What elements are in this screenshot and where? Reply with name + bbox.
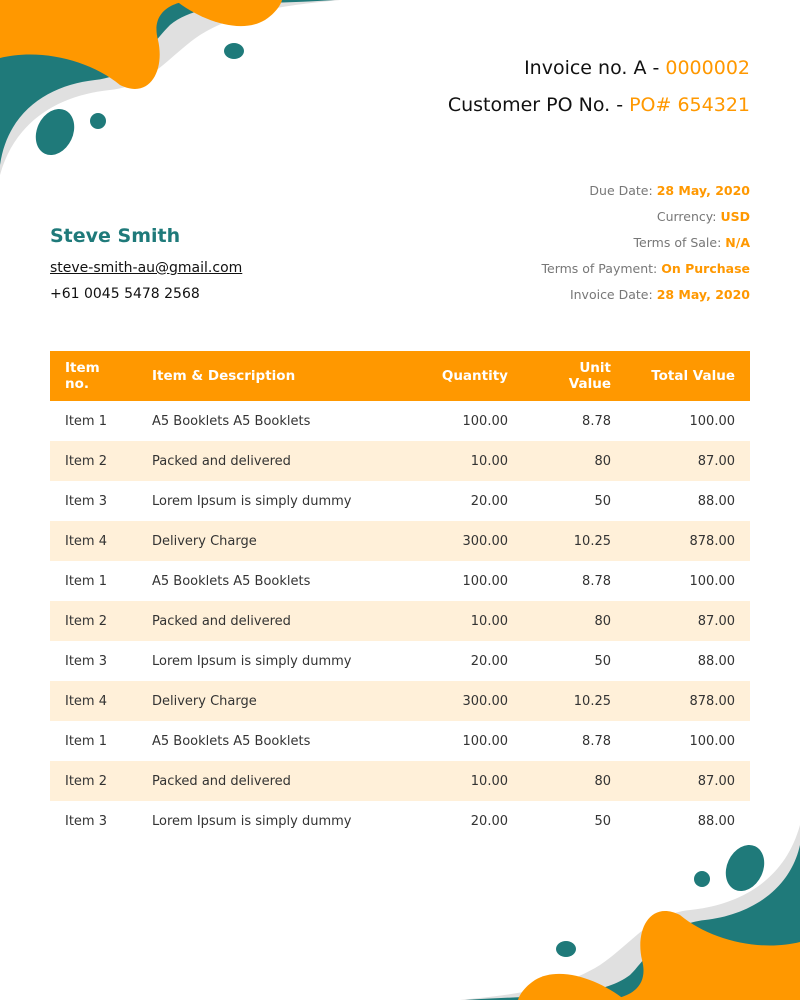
cell-description: Lorem Ipsum is simply dummy: [152, 653, 352, 669]
cell-total-value: 87.00: [626, 601, 750, 641]
cell-unit-value: 50: [594, 813, 611, 829]
meta-terms-of-payment: [542, 256, 751, 282]
table-row: [50, 521, 750, 561]
table-row: [50, 641, 750, 681]
customer-phone: +61 0045 5478 2568: [50, 286, 200, 302]
invoice-items-table: [50, 351, 750, 841]
table-header-row: [50, 351, 750, 401]
meta-due-date: [542, 178, 751, 204]
cell-quantity: 10.00: [413, 601, 523, 641]
cell-quantity: 300.00: [413, 521, 523, 561]
cell-total-value: 100.00: [689, 413, 735, 429]
invoice-number-value: 0000002: [665, 57, 750, 79]
cell-unit-value: 50: [594, 493, 611, 509]
meta-value: N/A: [725, 235, 750, 250]
meta-value: 28 May, 2020: [656, 183, 750, 198]
header-quantity: Quantity: [413, 351, 523, 401]
table-row: [50, 721, 750, 761]
header-item-no: Item no.: [50, 351, 137, 401]
cell-quantity: 100.00: [462, 413, 508, 429]
cell-quantity: 10.00: [413, 441, 523, 481]
table-row: [50, 681, 750, 721]
table-row: [50, 401, 750, 441]
table-row: [50, 561, 750, 601]
meta-label: Terms of Sale:: [633, 235, 722, 250]
cell-item-no: Item 3: [65, 653, 107, 669]
meta-value: 28 May, 2020: [656, 287, 750, 302]
table-row: [50, 601, 750, 641]
cell-unit-value: 80: [523, 441, 626, 481]
cell-quantity: 100.00: [462, 573, 508, 589]
header-description: Item & Description: [137, 351, 413, 401]
cell-description: A5 Booklets A5 Booklets: [152, 733, 311, 749]
cell-quantity: 300.00: [413, 681, 523, 721]
table-row: [50, 801, 750, 841]
table-row: [50, 761, 750, 801]
meta-label: Terms of Payment:: [541, 261, 658, 276]
cell-quantity: 100.00: [462, 733, 508, 749]
cell-quantity: 20.00: [470, 493, 508, 509]
cell-description: Lorem Ipsum is simply dummy: [152, 493, 352, 509]
customer-po-value: PO# 654321: [629, 94, 750, 116]
table-row: [50, 441, 750, 481]
customer-po-line: [448, 93, 750, 117]
top-left-decoration: [0, 0, 340, 180]
cell-item-no: Item 1: [65, 733, 107, 749]
table-row: [50, 481, 750, 521]
meta-value: USD: [720, 209, 750, 224]
cell-item-no: Item 1: [65, 573, 107, 589]
cell-total-value: 87.00: [626, 441, 750, 481]
cell-description: Packed and delivered: [137, 441, 413, 481]
cell-item-no: Item 2: [50, 601, 137, 641]
meta-invoice-date: [542, 282, 751, 308]
invoice-header: [448, 56, 750, 117]
cell-unit-value: 8.78: [582, 573, 611, 589]
cell-total-value: 88.00: [697, 493, 735, 509]
cell-item-no: Item 4: [50, 681, 137, 721]
customer-po-label: Customer PO No. -: [447, 94, 630, 116]
teal-dot-medium: [556, 941, 576, 957]
invoice-number-line: [448, 56, 750, 80]
cell-item-no: Item 4: [50, 521, 137, 561]
invoice-number-label: Invoice no. A -: [524, 57, 666, 79]
cell-total-value: 878.00: [626, 681, 750, 721]
cell-total-value: 88.00: [697, 653, 735, 669]
cell-total-value: 100.00: [689, 573, 735, 589]
meta-currency: [542, 204, 751, 230]
cell-quantity: 20.00: [470, 653, 508, 669]
meta-label: Currency:: [656, 209, 717, 224]
cell-unit-value: 80: [523, 601, 626, 641]
cell-unit-value: 50: [594, 653, 611, 669]
cell-unit-value: 8.78: [582, 413, 611, 429]
cell-total-value: 100.00: [689, 733, 735, 749]
meta-label: Invoice Date:: [569, 287, 653, 302]
teal-dot-small: [90, 113, 106, 129]
cell-description: A5 Booklets A5 Booklets: [152, 413, 311, 429]
customer-email-link[interactable]: steve-smith-au@gmail.com: [50, 260, 243, 276]
cell-description: A5 Booklets A5 Booklets: [152, 573, 311, 589]
header-total-value: Total Value: [626, 351, 750, 401]
cell-item-no: Item 3: [65, 493, 107, 509]
meta-terms-of-sale: [542, 230, 751, 256]
cell-unit-value: 80: [523, 761, 626, 801]
header-unit-value: Unit Value: [523, 351, 626, 401]
cell-quantity: 20.00: [470, 813, 508, 829]
cell-description: Delivery Charge: [137, 521, 413, 561]
cell-total-value: 87.00: [626, 761, 750, 801]
cell-unit-value: 10.25: [523, 681, 626, 721]
cell-total-value: 878.00: [626, 521, 750, 561]
cell-description: Delivery Charge: [137, 681, 413, 721]
cell-quantity: 10.00: [413, 761, 523, 801]
meta-label: Due Date:: [589, 183, 653, 198]
invoice-meta: [542, 178, 751, 308]
cell-description: Lorem Ipsum is simply dummy: [152, 813, 352, 829]
teal-dot-small: [694, 871, 710, 887]
cell-item-no: Item 2: [50, 761, 137, 801]
teal-dot-medium: [224, 43, 244, 59]
cell-description: Packed and delivered: [137, 761, 413, 801]
customer-info: [50, 224, 242, 304]
cell-item-no: Item 1: [65, 413, 107, 429]
cell-unit-value: 10.25: [523, 521, 626, 561]
meta-value: On Purchase: [661, 261, 750, 276]
cell-description: Packed and delivered: [137, 601, 413, 641]
cell-total-value: 88.00: [697, 813, 735, 829]
cell-unit-value: 8.78: [582, 733, 611, 749]
cell-item-no: Item 2: [50, 441, 137, 481]
bottom-right-decoration: [460, 820, 800, 1000]
customer-name: Steve Smith: [50, 225, 181, 247]
cell-item-no: Item 3: [65, 813, 107, 829]
